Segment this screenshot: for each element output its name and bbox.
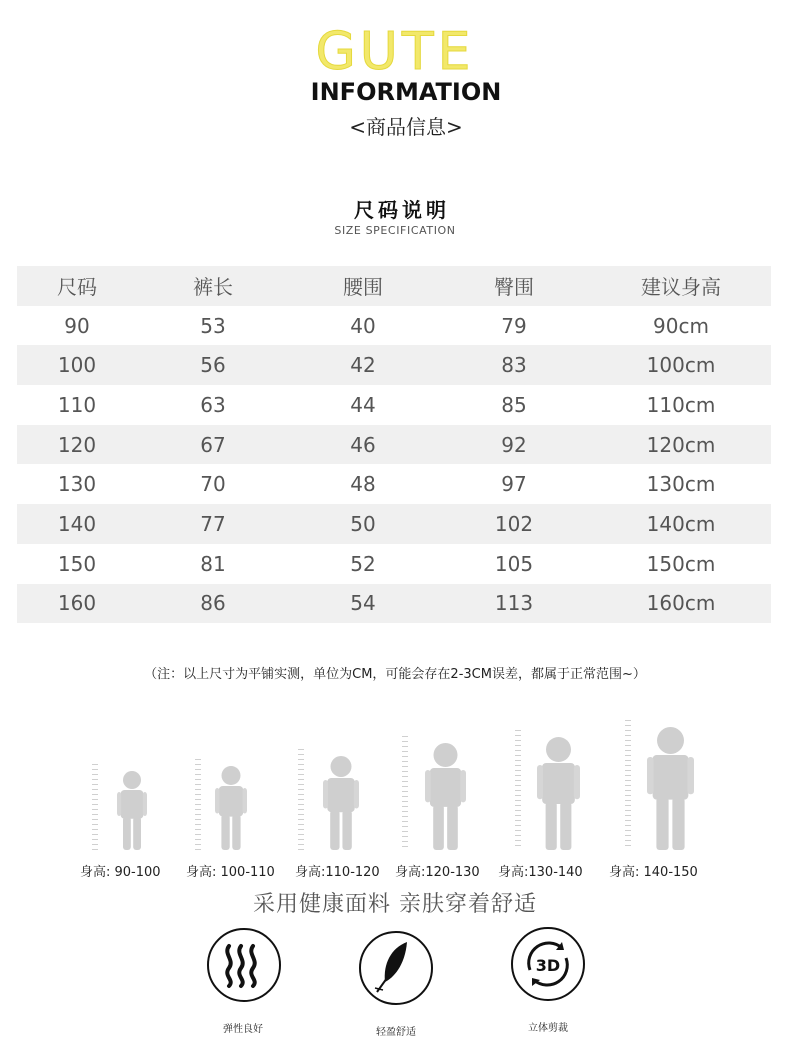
height-range-label: 身高:120-130 [395, 865, 480, 880]
height-ruler [402, 736, 408, 850]
cell-hip: 85 [501, 392, 527, 417]
cell-hip: 113 [494, 591, 534, 616]
elastic-label: 弹性良好 [223, 1024, 263, 1035]
cell-height: 160cm [646, 591, 716, 616]
height-range-label: 身高:110-120 [295, 865, 380, 880]
table-row [17, 544, 771, 584]
header-height: 建议身高 [641, 275, 721, 300]
table-row [17, 385, 771, 425]
info-heading: INFORMATION [310, 78, 502, 106]
cell-waist: 50 [350, 511, 376, 536]
cell-height: 90cm [653, 313, 709, 338]
feather-icon [359, 931, 433, 1005]
cell-size: 150 [57, 551, 97, 576]
3d-cut-icon [511, 927, 585, 1001]
cell-hip: 97 [501, 472, 527, 497]
cell-size: 100 [57, 353, 97, 378]
height-ruler [625, 720, 631, 850]
child-silhouette-icon [642, 726, 699, 850]
child-silhouette-icon [210, 765, 252, 850]
cell-length: 70 [200, 472, 226, 497]
cell-length: 67 [200, 432, 226, 457]
elastic-icon [207, 928, 281, 1002]
cell-height: 130cm [646, 472, 716, 497]
cell-size: 120 [57, 432, 97, 457]
height-range-label: 身高: 100-110 [186, 865, 275, 880]
cell-hip: 79 [501, 313, 527, 338]
cell-size: 140 [57, 511, 97, 536]
cell-waist: 54 [350, 591, 376, 616]
measurement-note: （注：以上尺寸为平铺实测，单位为CM，可能会存在2-3CM误差，都属于正常范围~） [144, 667, 646, 682]
cell-length: 86 [200, 591, 226, 616]
cell-waist: 42 [350, 353, 376, 378]
child-silhouette-icon [112, 770, 152, 850]
3d-cut-label: 立体剪裁 [528, 1023, 568, 1034]
cell-size: 160 [57, 591, 97, 616]
product-info-subtitle: <商品信息> [349, 115, 463, 139]
cell-size: 130 [57, 472, 97, 497]
cell-hip: 105 [494, 551, 534, 576]
fabric-slogan: 采用健康面料 亲肤穿着舒适 [253, 892, 537, 917]
header-size: 尺码 [57, 275, 97, 300]
height-range-label: 身高:130-140 [498, 865, 583, 880]
cell-length: 81 [200, 551, 226, 576]
cell-waist: 52 [350, 551, 376, 576]
cell-length: 53 [200, 313, 226, 338]
cell-height: 110cm [646, 392, 716, 417]
height-ruler [515, 730, 521, 850]
child-silhouette-icon [532, 736, 585, 850]
height-range-label: 身高: 90-100 [80, 865, 161, 880]
cell-size: 110 [57, 392, 97, 417]
height-ruler [298, 749, 304, 850]
cell-hip: 83 [501, 353, 527, 378]
cell-height: 120cm [646, 432, 716, 457]
cell-length: 56 [200, 353, 226, 378]
cell-waist: 40 [350, 313, 376, 338]
brand-logo: GUTE [315, 22, 475, 82]
header-hip: 臀围 [494, 275, 534, 300]
table-row [17, 425, 771, 465]
height-ruler [195, 759, 201, 850]
cell-length: 77 [200, 511, 226, 536]
table-row [17, 584, 771, 624]
height-ruler [92, 764, 98, 850]
cell-height: 150cm [646, 551, 716, 576]
header-length: 裤长 [193, 275, 233, 300]
cell-waist: 48 [350, 472, 376, 497]
cell-hip: 102 [494, 511, 534, 536]
cell-height: 100cm [646, 353, 716, 378]
3d-badge-text: 3D [535, 956, 561, 975]
table-row [17, 464, 771, 504]
table-row [17, 504, 771, 544]
cell-size: 90 [64, 313, 90, 338]
cell-length: 63 [200, 392, 226, 417]
child-silhouette-icon [420, 742, 471, 850]
height-range-label: 身高: 140-150 [609, 865, 698, 880]
cell-waist: 44 [350, 392, 376, 417]
table-header-row [17, 266, 771, 306]
header-waist: 腰围 [343, 275, 383, 300]
size-table [17, 266, 771, 623]
table-row [17, 345, 771, 385]
feather-label: 轻盈舒适 [376, 1027, 416, 1038]
size-spec-title: 尺码说明 [354, 198, 450, 222]
cell-waist: 46 [350, 432, 376, 457]
size-spec-subtitle: SIZE SPECIFICATION [334, 224, 456, 237]
cell-height: 140cm [646, 511, 716, 536]
cell-hip: 92 [501, 432, 527, 457]
table-row [17, 306, 771, 346]
child-silhouette-icon [318, 755, 364, 850]
